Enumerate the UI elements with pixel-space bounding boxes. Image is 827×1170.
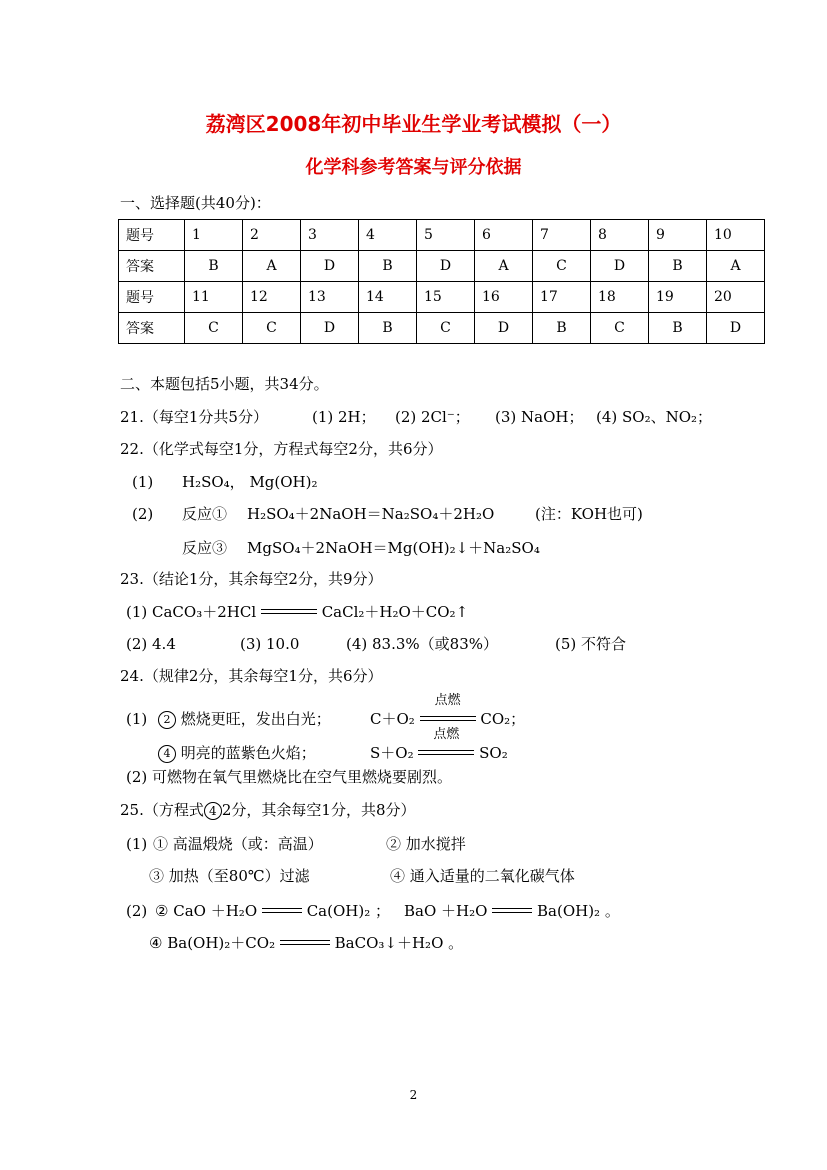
q24-part1-label: (1) bbox=[126, 710, 148, 728]
page-subtitle: 化学科参考答案与评分依据 bbox=[305, 157, 522, 178]
q25-item4 bbox=[390, 866, 575, 886]
table-cell: 18 bbox=[591, 282, 649, 313]
table-cell: 10 bbox=[707, 220, 765, 251]
table-cell: 9 bbox=[649, 220, 707, 251]
section2-heading: 二、本题包括5小题，共34分。 bbox=[120, 375, 329, 393]
section1-heading: 一、选择题(共40分)： bbox=[120, 194, 271, 212]
q23-heading: 23.（结论1分，其余每空2分，共9分） bbox=[120, 570, 383, 588]
q25-eq2a-rhs: Ca(OH)₂ ； bbox=[306, 902, 390, 920]
table-cell: 8 bbox=[591, 220, 649, 251]
table-cell: B bbox=[649, 251, 707, 282]
q22-note: (注：KOH也可) bbox=[535, 505, 643, 523]
q25-eq4-rhs: BaCO₃↓＋H₂O 。 bbox=[334, 934, 464, 952]
q25-heading-a: 25.（方程式 bbox=[120, 801, 204, 819]
q25-part1-label: (1) bbox=[126, 835, 148, 853]
q24-eq4-rhs: SO₂ bbox=[479, 744, 508, 762]
q22-part1-label: (1) bbox=[132, 473, 154, 491]
q21-answer-2: (2) 2Cl⁻； bbox=[395, 408, 470, 426]
table-cell: 17 bbox=[533, 282, 591, 313]
q25-item4-num: ④ bbox=[390, 867, 406, 885]
q23-equation bbox=[126, 602, 468, 622]
table-cell: D bbox=[475, 313, 533, 344]
q25-heading bbox=[120, 800, 416, 820]
table-row-header: 答案 bbox=[119, 313, 185, 344]
page-title: 荔湾区2008年初中毕业生学业考试模拟（一） bbox=[205, 112, 622, 136]
q21-answer-3: (3) NaOH； bbox=[495, 408, 584, 426]
equals-sign-icon bbox=[418, 727, 474, 761]
q22-reaction1-equation: H₂SO₄＋2NaOH＝Na₂SO₄＋2H₂O bbox=[247, 505, 495, 523]
table-cell: B bbox=[185, 251, 243, 282]
q24-item2-text: 燃烧更旺，发出白光； bbox=[180, 710, 331, 728]
q21-heading: 21.（每空1分共5分） bbox=[120, 408, 268, 426]
q25-eq4-num: ④ bbox=[149, 934, 163, 952]
q24-eq2-lhs: C＋O₂ bbox=[370, 710, 415, 728]
q25-part2-label: (2) bbox=[126, 902, 148, 920]
table-cell: 6 bbox=[475, 220, 533, 251]
q25-item2-text: 加水搅拌 bbox=[405, 835, 466, 853]
table-row-header: 题号 bbox=[119, 282, 185, 313]
condition-label: 点燃 bbox=[433, 727, 460, 742]
q25-eq2b-lhs: BaO ＋H₂O bbox=[404, 902, 488, 920]
q22-heading: 22.（化学式每空1分，方程式每空2分，共6分） bbox=[120, 440, 443, 458]
table-cell: 4 bbox=[359, 220, 417, 251]
table-cell: 14 bbox=[359, 282, 417, 313]
table-cell: D bbox=[301, 251, 359, 282]
q24-item4 bbox=[158, 743, 316, 763]
table-cell: D bbox=[417, 251, 475, 282]
q22-part2-label: (2) bbox=[132, 505, 154, 523]
q25-equation-2b bbox=[404, 901, 620, 921]
table-row bbox=[119, 313, 765, 344]
q23-answer-3: (3) 10.0 bbox=[240, 635, 300, 653]
circled-number-icon: 4 bbox=[158, 745, 176, 763]
q25-item2 bbox=[386, 834, 466, 854]
q24-item2 bbox=[158, 709, 331, 729]
q24-eq4-lhs: S＋O₂ bbox=[370, 744, 414, 762]
table-cell: 12 bbox=[243, 282, 301, 313]
q23-answer-2: (2) 4.4 bbox=[126, 635, 176, 653]
table-cell: C bbox=[243, 313, 301, 344]
q21-answer-1: (1) 2H； bbox=[312, 408, 376, 426]
q24-heading: 24.（规律2分，其余每空1分，共6分） bbox=[120, 667, 383, 685]
circled-number-icon: 2 bbox=[158, 711, 176, 729]
q23-answer-4: (4) 83.3%（或83%） bbox=[346, 635, 499, 653]
table-cell: B bbox=[533, 313, 591, 344]
q25-eq2a-lhs: CaO ＋H₂O bbox=[173, 902, 258, 920]
q25-item2-num: ② bbox=[386, 835, 402, 853]
table-row-header: 答案 bbox=[119, 251, 185, 282]
condition-label: 点燃 bbox=[434, 693, 461, 708]
q22-reaction3-label: 反应③ bbox=[182, 539, 228, 557]
equals-sign-icon bbox=[492, 905, 532, 919]
q24-equation-4 bbox=[370, 727, 508, 763]
q24-part2: (2) 可燃物在氧气里燃烧比在空气里燃烧要剧烈。 bbox=[126, 768, 453, 786]
q23-equation-rhs: CaCl₂＋H₂O＋CO₂↑ bbox=[321, 603, 469, 621]
equals-sign-icon bbox=[262, 905, 302, 919]
q22-reaction1-label: 反应① bbox=[182, 505, 228, 523]
q25-equation-4 bbox=[149, 933, 463, 953]
table-cell: C bbox=[417, 313, 475, 344]
q22-reaction3-equation: MgSO₄＋2NaOH＝Mg(OH)₂↓＋Na₂SO₄ bbox=[247, 539, 540, 557]
q22-part1-answer: H₂SO₄， Mg(OH)₂ bbox=[182, 473, 318, 491]
table-cell: 5 bbox=[417, 220, 475, 251]
q25-eq2b-rhs: Ba(OH)₂ 。 bbox=[537, 902, 620, 920]
q25-equation-2a bbox=[155, 901, 390, 921]
table-row bbox=[119, 220, 765, 251]
q25-heading-b: 2分，其余每空1分，共8分） bbox=[221, 801, 416, 819]
table-cell: 20 bbox=[707, 282, 765, 313]
circled-number-icon: 4 bbox=[204, 802, 222, 820]
table-cell: B bbox=[649, 313, 707, 344]
table-cell: B bbox=[359, 251, 417, 282]
table-cell: D bbox=[707, 313, 765, 344]
q25-eq-num: ② bbox=[155, 902, 169, 920]
q25-item4-text: 通入适量的二氧化碳气体 bbox=[409, 867, 575, 885]
table-row bbox=[119, 282, 765, 313]
table-cell: B bbox=[359, 313, 417, 344]
table-cell: 1 bbox=[185, 220, 243, 251]
table-cell: 7 bbox=[533, 220, 591, 251]
q25-item3 bbox=[149, 866, 310, 886]
table-cell: A bbox=[475, 251, 533, 282]
table-cell: 3 bbox=[301, 220, 359, 251]
table-cell: 13 bbox=[301, 282, 359, 313]
equals-sign-icon bbox=[261, 606, 317, 620]
table-cell: 19 bbox=[649, 282, 707, 313]
q25-eq4-lhs: Ba(OH)₂＋CO₂ bbox=[167, 934, 276, 952]
q25-item3-num: ③ bbox=[149, 867, 165, 885]
table-cell: 11 bbox=[185, 282, 243, 313]
table-row bbox=[119, 251, 765, 282]
table-cell: D bbox=[591, 251, 649, 282]
q23-equation-lhs: (1) CaCO₃＋2HCl bbox=[126, 603, 257, 621]
table-cell: 16 bbox=[475, 282, 533, 313]
table-cell: A bbox=[707, 251, 765, 282]
q24-eq2-rhs: CO₂； bbox=[480, 710, 526, 728]
q25-item1 bbox=[153, 834, 323, 854]
table-cell: D bbox=[301, 313, 359, 344]
table-cell: 15 bbox=[417, 282, 475, 313]
q25-item1-text: 高温煅烧（或：高温） bbox=[172, 835, 323, 853]
q25-item1-num: ① bbox=[153, 835, 169, 853]
answer-table bbox=[118, 219, 765, 344]
q23-answer-5: (5) 不符合 bbox=[555, 635, 627, 653]
table-cell: 2 bbox=[243, 220, 301, 251]
table-cell: C bbox=[533, 251, 591, 282]
table-cell: A bbox=[243, 251, 301, 282]
page-number: 2 bbox=[409, 1088, 418, 1102]
table-row-header: 题号 bbox=[119, 220, 185, 251]
table-cell: C bbox=[185, 313, 243, 344]
q24-item4-text: 明亮的蓝紫色火焰； bbox=[180, 744, 316, 762]
q25-item3-text: 加热（至80℃）过滤 bbox=[168, 867, 310, 885]
equals-sign-icon bbox=[280, 937, 330, 951]
q21-answer-4: (4) SO₂、NO₂； bbox=[596, 408, 713, 426]
table-cell: C bbox=[591, 313, 649, 344]
